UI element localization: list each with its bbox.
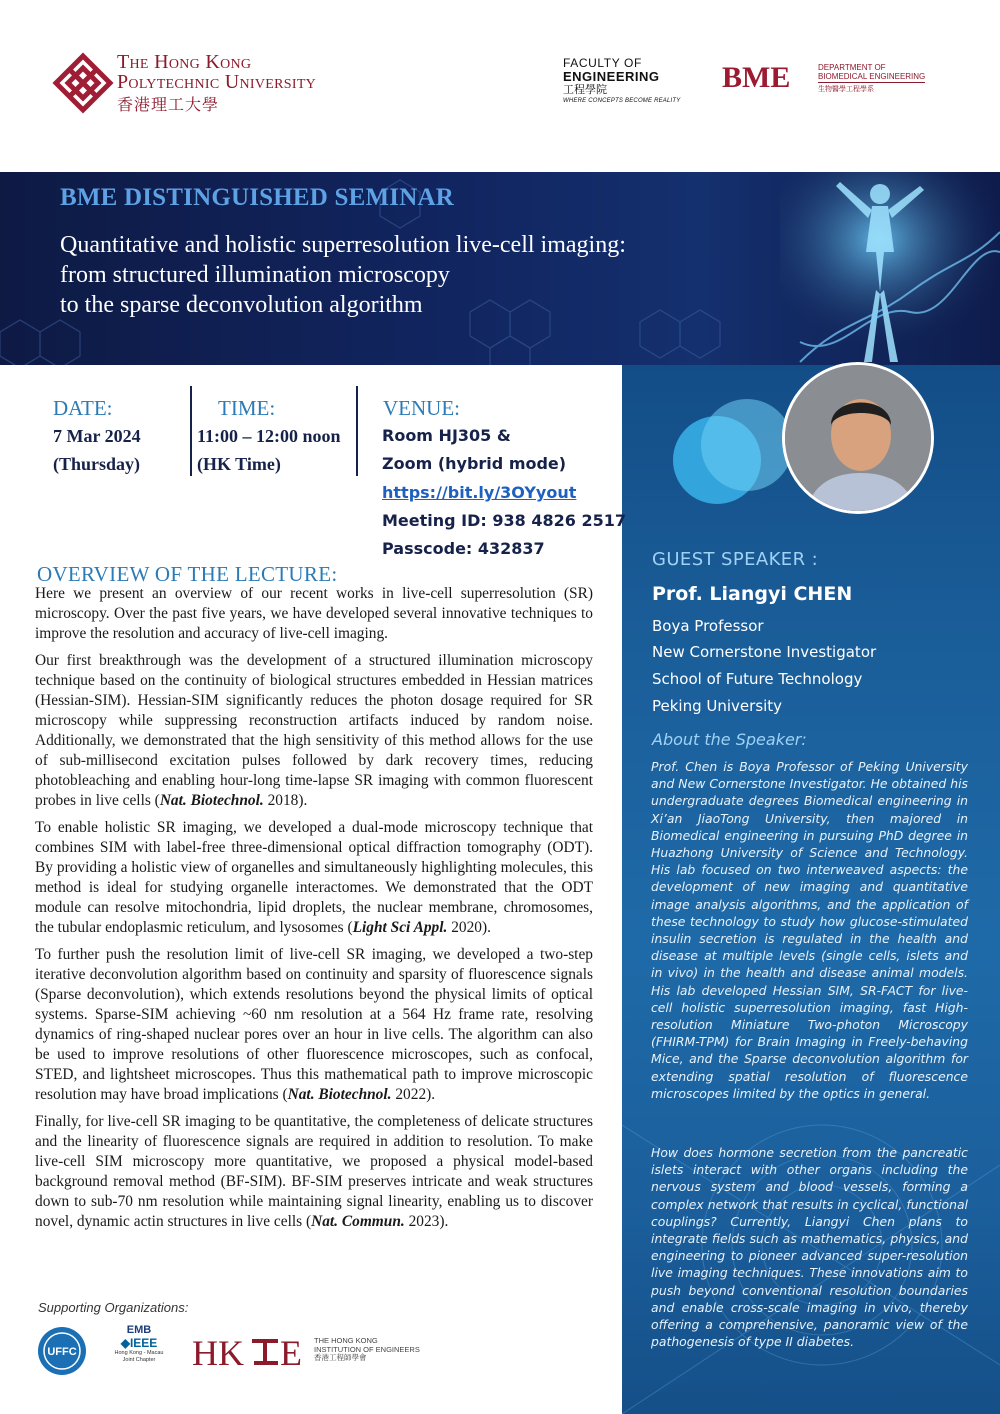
overview-paragraph	[35, 945, 593, 1105]
overview-paragraph	[35, 1112, 593, 1232]
citation-journal: Nat. Biotechnol.	[287, 1086, 392, 1103]
polyu-logo-icon	[52, 52, 114, 114]
bme-dept-cn: 生物醫學工程學系	[818, 85, 874, 93]
overview-text: Here we present an overview of our recent works in live-cell superresolution (SR) microscopy. Over the past five years, we have developed several innovative techniques to improve the resolution and accuracy of live-cell imaging.	[35, 585, 593, 642]
speaker-portrait-icon	[785, 365, 934, 514]
speaker-title: Boya Professor	[652, 617, 764, 635]
ufcc-logo-text: UFFC	[47, 1346, 77, 1358]
citation-journal: Nat. Commun.	[311, 1213, 405, 1230]
speaker-title: New Cornerstone Investigator	[652, 643, 877, 661]
overview-text: Finally, for live-cell SR imaging to be quantitative, the completeness of delicate structures and the linearity of fluorescence signals are required in addition to resolution. To make live-cell SIM microscopy more quantitative, we proposed a physical model-based background removal method (BF-SIM). BF-SIM preserves intricate and weak structures down to sub-70 nm resolution while maintaining signal linearity, enabling us to discover novel, dynamic actin structures in live cells (	[35, 1113, 593, 1230]
zoom-link[interactable]: https://bit.ly/3OYyout	[382, 483, 577, 502]
supporting-orgs-label: Supporting Organizations:	[38, 1300, 189, 1315]
emb-logo-text: EMB	[126, 1324, 152, 1336]
ieee-text: IEEE	[129, 1336, 158, 1350]
faculty-cn: 工程學院	[563, 83, 607, 96]
event-date: 7 Mar 2024	[53, 426, 141, 446]
hkie-line2: INSTITUTION OF ENGINEERS	[314, 1344, 420, 1354]
speaker-name: Prof. Liangyi CHEN	[652, 583, 853, 605]
meeting-id: Meeting ID: 938 4826 2517	[382, 511, 626, 530]
overview-paragraph	[35, 651, 593, 811]
hkie-logo-icon	[192, 1333, 312, 1369]
overview-heading: OVERVIEW OF THE LECTURE:	[37, 562, 338, 586]
citation-year: 2018).	[263, 792, 308, 809]
hkie-logo-e: E	[280, 1333, 302, 1369]
emb-ieee-logo	[108, 1324, 170, 1384]
faculty-line1: FACULTY OF	[563, 56, 642, 70]
hkie-cn: 香港工程師學會	[314, 1353, 367, 1362]
polyu-cn: 香港理工大學	[117, 95, 220, 114]
citation-year: 2020).	[447, 919, 491, 936]
talk-title-line: Quantitative and holistic superresolution live-cell imaging:	[60, 232, 626, 258]
citation-journal: Nat. Biotechnol.	[159, 792, 264, 809]
citation-year: 2023).	[404, 1213, 449, 1230]
header	[0, 0, 1000, 172]
talk-title-line: from structured illumination microscopy	[60, 262, 450, 288]
human-figure-illustration	[780, 172, 1000, 365]
guest-speaker-label: GUEST SPEAKER :	[652, 549, 819, 570]
overview-paragraph	[35, 818, 593, 938]
bme-dept-line2: BIOMEDICAL ENGINEERING	[818, 73, 925, 84]
bme-dept	[818, 64, 925, 94]
talk-title	[60, 230, 780, 320]
speaker-photo	[782, 362, 934, 514]
speaker-bio: Prof. Chen is Boya Professor of Peking University and New Cornerstone Investigator. He obtained his undergraduate degrees Biomedical engineering in Xi’an JiaoTong University, then majored in Biomedical engineering in pursuing PhD degree in Huazhong University of Science and Technology. His lab focused on two interweaved aspects: the development of new imaging and quantitative image analysis algorithms, and the application of these technology to study how glucose-stimulated insulin secretion is regulated in the health and disease at multiple levels (single cells, islets and in vivo) in the health and disease animal models. His lab developed Hessian SIM, SR-FACT for live-cell holistic superresolution imaging, fast High-resolution Miniature Two-photon Microscopy (FHIRM-TPM) for Brain Imaging in Freely-behaving Mice, and the Sparse deconvolution algorithm for extending spatial resolution of fluorescence microscopes limited by the optics in general.	[651, 759, 968, 1101]
event-time: 11:00 – 12:00 noon	[197, 426, 341, 446]
polyu-name	[117, 52, 316, 115]
venue-heading: VENUE:	[383, 396, 460, 420]
overview-text: Our first breakthrough was the development of a structured illumination microscopy technique based on the continuity of biological structures embedded in Hessian matrices (Hessian-SIM). Hessian-SIM significantly reduces the photon dosage required for SR microscopy while suppressing reconstruction artifacts induced by random noise. Additionally, we demonstrated that the high sensitivity of this method allows for the use of sub-millisecond excitation pulses followed by dark recovery times, reducing photobleaching and enabling hour-long time-lapse SR imaging with common fluorescent probes in live cells (	[35, 652, 593, 809]
polyu-line2: Polytechnic University	[117, 71, 317, 93]
faculty-logo	[563, 56, 680, 104]
overview-text: To further push the resolution limit of live-cell SR imaging, we developed a two-step iterative deconvolution algorithm based on continuity and sparsity of fluorescence signals (Sparse deconvolution), which extends resolutions beyond the physical limits of optical systems. Sparse-SIM achieving ~60 nm resolution at a 564 Hz frame rate, resolving dynamics of ring-shaped nuclear pores over an hour in live cells. The algorithm can also be used to improve resolutions of other fluorescence microscopes, such as confocal, STED, and lightsheet microscopes. Thus this mathematical path to improve microscopic resolution may have broad implications (	[35, 946, 593, 1103]
emb-chapter: Hong Kong - Macau Joint Chapter	[114, 1350, 164, 1363]
faculty-line2: ENGINEERING	[563, 69, 660, 84]
citation-journal: Light Sci Appl.	[352, 919, 448, 936]
overview-paragraph	[35, 584, 593, 644]
event-timezone: (HK Time)	[197, 454, 281, 474]
bme-dept-line1: DEPARTMENT OF	[818, 63, 886, 72]
overview-text: To enable holistic SR imaging, we developed a dual-mode microscopy technique that combines SIM with label-free three-dimensional optical diffraction tomography (ODT). By providing a holistic view of organelles and simultaneously highlighting molecules, this method is ideal for studying organelle interactomes. We demonstrated that the ODT module can resolve mitochondria, lipid droplets, the nuclear membrane, chromosomes, the tubular endoplasmic reticulum, and lysosomes (	[35, 819, 593, 936]
ieee-logo-text: ◆IEEE	[120, 1336, 158, 1350]
bme-logo-text: BME	[722, 62, 791, 92]
speaker-university: Peking University	[652, 697, 783, 715]
divider	[190, 386, 192, 476]
ufcc-logo-icon	[37, 1326, 87, 1376]
about-speaker-heading: About the Speaker:	[652, 730, 807, 749]
speaker-school: School of Future Technology	[652, 670, 863, 688]
bme-logo-icon	[722, 62, 818, 92]
event-day: (Thursday)	[53, 454, 141, 474]
polyu-line1: The Hong Kong	[117, 51, 252, 73]
overview-body	[35, 584, 593, 1239]
passcode: Passcode: 432837	[382, 539, 545, 558]
venue-zoom: Zoom (hybrid mode)	[382, 454, 567, 473]
hkie-line1: THE HONG KONG	[314, 1336, 378, 1345]
faculty-tagline: WHERE CONCEPTS BECOME REALITY	[563, 98, 681, 104]
divider	[356, 386, 358, 476]
hkie-name	[314, 1337, 420, 1363]
seminar-label: BME DISTINGUISHED SEMINAR	[60, 184, 454, 211]
talk-title-line: to the sparse deconvolution algorithm	[60, 292, 423, 318]
date-heading: DATE:	[53, 396, 113, 420]
hkie-logo-text: HK	[192, 1333, 244, 1369]
citation-year: 2022).	[391, 1086, 436, 1103]
time-heading: TIME:	[218, 396, 276, 420]
speaker-bio-research: How does hormone secretion from the pancreatic islets interact with other organs including the nervous system and blood vessels, forming a complex network that results in cyclical, functional couplings? Currently, Liangyi Chen plans to integrate fields such as mathematics, physics, and engineering to pioneer advanced super-resolution live imaging techniques. These innovations aim to push beyond conventional resolution boundaries and enable cross-scale imaging in vivo, thereby offering a comprehensive, panoramic view of the pathogenesis of type II diabetes.	[651, 1145, 968, 1350]
venue-room: Room HJ305 &	[382, 426, 511, 445]
